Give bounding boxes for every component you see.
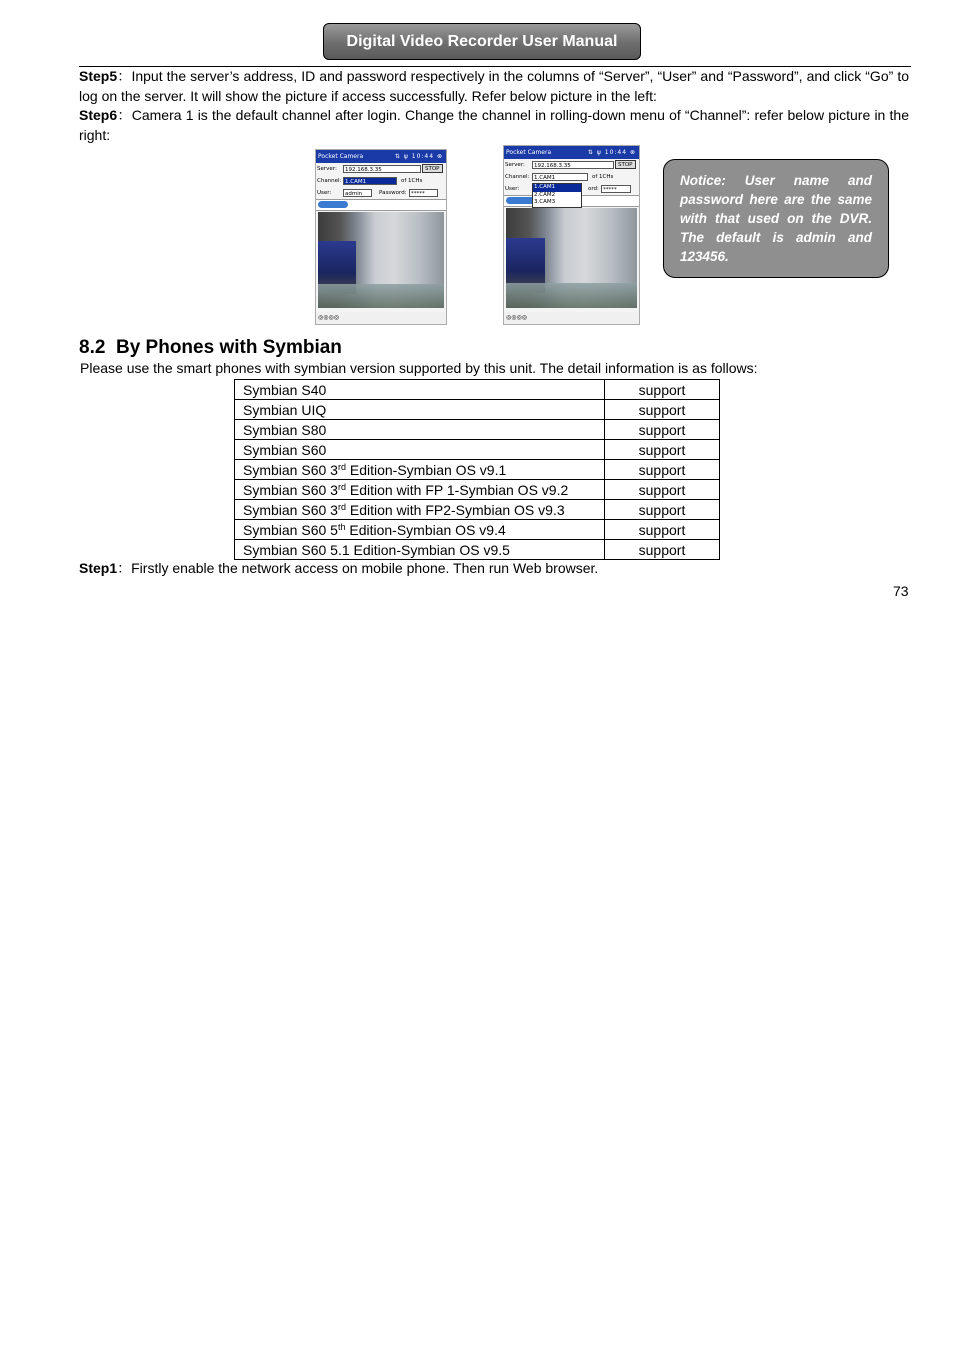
pda-statusbar: ◎◎◎◎ <box>316 312 447 324</box>
page-number: 73 <box>893 583 909 599</box>
step1-label: Step1 <box>79 560 118 576</box>
pda-screenshot-login: Pocket Camera ⇅ ψ 10:44 ⊗ Server: 192.168.3.35 STOP Channel: 1.CAM1 of 1CHs User: admin Password: ***** ◎◎◎◎ <box>315 149 447 325</box>
camera-image <box>318 212 444 308</box>
table-row <box>235 520 720 540</box>
symbian-version-cell: Symbian S60 3rd Edition with FP2-Symbian OS v9.3 <box>235 500 605 520</box>
symbian-version-cell: Symbian S60 5.1 Edition-Symbian OS v9.5 <box>235 540 605 560</box>
table-row <box>235 440 720 460</box>
step5-text: Input the server’s address, ID and password respectively in the columns of “Server”, “User” and “Password”, and click “Go” to log on the server. It will show the picture if access successfully. Refer below picture in the left: <box>79 68 909 104</box>
close-icon[interactable]: ⊗ <box>436 153 443 160</box>
manual-header <box>323 23 641 60</box>
step6-text: Camera 1 is the default channel after login. Change the channel in rolling-down menu of “Channel”: refer below picture in the right: <box>79 107 910 143</box>
symbian-version-cell: Symbian S40 <box>235 380 605 400</box>
support-status-cell: support <box>605 420 720 440</box>
support-status-cell: support <box>605 460 720 480</box>
symbian-version-cell: Symbian S80 <box>235 420 605 440</box>
symbian-version-cell: Symbian S60 5th Edition-Symbian OS v9.4 <box>235 520 605 540</box>
support-status-cell: support <box>605 400 720 420</box>
pda-screenshot-channel: Pocket Camera ⇅ ψ 10:44 ⊗ Server: 192.168.3.35 STOP Channel: 1.CAM1 of 1CHs User: ord: ***** 1.CAM1 2.CAM2 3.CAM3 ◎◎◎◎ <box>503 145 640 325</box>
support-status-cell: support <box>605 500 720 520</box>
channel-dropdown[interactable] <box>532 183 582 208</box>
section-intro: Please use the smart phones with symbian version supported by this unit. The detail information is as follows: <box>80 360 758 376</box>
symbian-version-cell: Symbian S60 3rd Edition-Symbian OS v9.1 <box>235 460 605 480</box>
step1-paragraph: Step1：Firstly enable the network access on mobile phone. Then run Web browser. <box>79 560 599 576</box>
pda-statusbar: ◎◎◎◎ <box>504 312 640 324</box>
table-row <box>235 500 720 520</box>
signal-icon: ⇅ ψ <box>394 153 409 160</box>
table-row <box>235 380 720 400</box>
notice-text: : User name and password here are the same with that used on the DVR. The default is admin and 123456. <box>680 173 872 264</box>
password-input[interactable]: ***** <box>601 185 631 193</box>
notice-box <box>663 159 889 278</box>
dropdown-option[interactable]: 1.CAM1 <box>533 184 581 192</box>
symbian-version-cell: Symbian S60 <box>235 440 605 460</box>
support-status-cell: support <box>605 480 720 500</box>
symbian-version-cell: Symbian UIQ <box>235 400 605 420</box>
support-status-cell: support <box>605 540 720 560</box>
server-input[interactable]: 192.168.3.35 <box>343 165 421 173</box>
channel-select[interactable]: 1.CAM1 <box>343 177 397 185</box>
dropdown-option[interactable]: 3.CAM3 <box>534 199 556 205</box>
support-status-cell: support <box>605 440 720 460</box>
table-row <box>235 480 720 500</box>
support-status-cell: support <box>605 520 720 540</box>
section-title: By Phones with Symbian <box>115 337 342 358</box>
signal-icon: ⇅ ψ <box>587 149 602 156</box>
symbian-version-cell: Symbian S60 3rd Edition with FP 1-Symbian OS v9.2 <box>235 480 605 500</box>
notice-label: Notice <box>680 173 722 188</box>
close-icon[interactable]: ⊗ <box>629 149 636 156</box>
step5-label: Step5 <box>79 68 118 84</box>
pda-toolbar <box>316 199 446 211</box>
stop-button[interactable]: STOP <box>422 164 443 173</box>
table-row <box>235 460 720 480</box>
step6-label: Step6 <box>79 107 118 123</box>
channel-select[interactable]: 1.CAM1 <box>532 173 588 181</box>
pda-titlebar: Pocket Camera ⇅ ψ 10:44 ⊗ <box>316 150 446 163</box>
section-heading <box>79 337 342 359</box>
table-row <box>235 540 720 560</box>
step5-paragraph: Step5：Input the server’s address, ID and password respectively in the columns of “Server”, “User” and “Password”, and click “Go” to log on the server. It will show the picture if access successfully. Refer below picture in the left: <box>79 68 909 104</box>
password-input[interactable]: ***** <box>409 189 438 197</box>
pda-titlebar: Pocket Camera ⇅ ψ 10:44 ⊗ <box>504 146 639 159</box>
stop-button[interactable]: STOP <box>615 160 636 169</box>
section-number: 8.2 <box>79 337 106 358</box>
user-input[interactable]: admin <box>343 189 372 197</box>
step6-paragraph: Step6：Camera 1 is the default channel after login. Change the channel in rolling-down menu of “Channel”: refer below picture in the right: <box>79 107 910 143</box>
step1-text: Firstly enable the network access on mobile phone. Then run Web browser. <box>131 560 599 576</box>
camera-image <box>506 208 637 308</box>
table-row <box>235 420 720 440</box>
server-input[interactable]: 192.168.3.35 <box>532 161 614 169</box>
manual-title: Digital Video Recorder User Manual <box>346 32 618 50</box>
symbian-support-table <box>234 379 720 560</box>
support-status-cell: support <box>605 380 720 400</box>
table-row <box>235 400 720 420</box>
dropdown-option[interactable]: 2.CAM2 <box>534 191 556 198</box>
ptz-arrows-icon[interactable] <box>318 201 348 208</box>
